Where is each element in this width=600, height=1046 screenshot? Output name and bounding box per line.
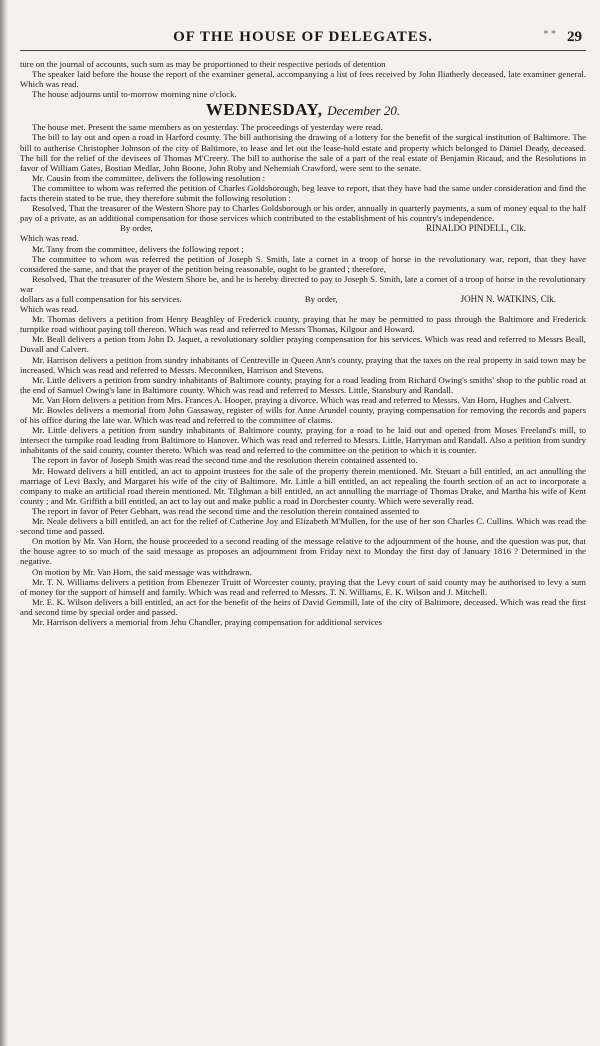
date-month-day: December 20. (327, 103, 401, 119)
date-heading (20, 100, 586, 121)
date-day: WEDNESDAY, (205, 100, 323, 120)
page-header (20, 28, 586, 51)
paragraph: Mr. Harrison delivers a memorial from Jehu Chandler, praying compensation for additional services (32, 616, 383, 627)
paragraph: Mr. Tany from the committee, delivers the following report ; (32, 243, 244, 254)
paragraph: On motion by Mr. Van Horn, the said message was withdrawn. (32, 566, 252, 577)
paragraph: Mr. Beall delivers a petion from John D. Jaquet, a revolutionary soldier praying compensation for his services. Which was read and referred to Messrs Beall, Duvall and Calvert. (20, 334, 586, 355)
paragraph: Mr. Van Horn delivers a petition from Mrs. Frances A. Hooper, praying a divorce. Which was read and referred to Messrs. Van Horn, Hughes and Calvert. (32, 394, 572, 405)
which-was-read: Which was read. (20, 233, 79, 244)
paragraph: ture on the journal of accounts, such sum as may be proportioned to their respective periods of detention (20, 59, 386, 69)
paragraph: Mr. Neale delivers a bill entitled, an act for the relief of Catherine Joy and Elizabeth M'Mullen, for the use of her son Charles C. Cullins. Which was read the second time and passed. (20, 516, 586, 537)
paragraph: The committee to whom was referred the petition of Joseph S. Smith, late a cornet in a troop of horse in the revolutionary war, report, that they have considered the same, and that the prayer of the petition being reasonable, ought to be granted ; therefore, (20, 253, 586, 274)
corner-mark: * * (543, 29, 556, 40)
paragraph: Mr. T. N. Williams delivers a petition from Ebenezer Truitt of Worcester county, praying that the Levy court of said county may be authorised to levy a sum of money for the support of himself and family. Which was read and referred to Messrs. T. N. Williams, E. K. Wilson and J. Mitchell. (20, 576, 586, 597)
clerk-name: RINALDO PINDELL, Clk. (426, 223, 526, 234)
paragraph: Mr. Bowles delivers a memorial from John Gassaway, register of wills for Anne Arundel county, praying compensation for removing the records and papers of his office during the late war. Which was read and referred to the committee of claims. (20, 405, 586, 426)
paragraph: On motion by Mr. Van Horn, the house proceeded to a second reading of the message relative to the adjournment of the house, and the question was put, that the house agree to so much of the said message as proposes an adjournment from Friday next to Monday the first day of January 1816 ? Determined in the negative. (20, 536, 586, 567)
which-was-read: Which was read. (20, 304, 79, 315)
signature-text: dollars as a full compensation for his services. (20, 293, 182, 304)
paragraph: Mr. Howard delivers a bill entitled, an act to appoint trustees for the sale of the property therein mentioned. Mr. Steuart a bill entitled, an act annulling the marriage of Levi Baxly, and Margaret his wife of the city of Baltimore. Mr. Little a bill entitled, an act repealing the fourth section of an act to incorporate a company to make an artificial road therein mentioned. Mr. Tilghman a bill entitled, an act annulling the marriage of Thomas Drake, and Martha his wife of Kent county ; and Mr. Griffith a bill entitled, an act to lay out and make public a road in Dorchester county. Which were severally read. (20, 465, 586, 506)
clerk-name: JOHN N. WATKINS, Clk. (460, 293, 556, 304)
paragraph: Mr. Causin from the committee, delivers the following resolution : (32, 172, 266, 183)
paragraph: The bill to lay out and open a road in Harford county. The bill authorising the drawing of a lottery for the benefit of the surgical institution of Baltimore. The bill to autherise Christopher Johnson of the city of Baltimore, to lease and let out the lease-hold estate and property which belonged to Daniel Deady, deceased. The bill for the relief of the devisees of Thomas M'Creery. The bill to authorise the sale of a part of the real estate of Benjamin Ricaud, and the Resolutions in favor of William Gates, Bostian Medlar, John Boone, John Roby and Nehemiah Crawford, were sent to the senate. (20, 132, 586, 173)
by-order-text: By order, (120, 223, 153, 234)
paragraph: The house adjourns until to-morrow morning nine o'clock. (32, 89, 237, 100)
signature-block (20, 223, 586, 233)
paragraph: The speaker laid before the house the report of the examiner general, accompanying a list of fees received by John Iliatherly deceased, late examiner general. Which was read. (20, 69, 586, 90)
paragraph: Mr. Little delivers a petition from sundry inhabitants of Baltimore county, praying for a road leading from Richard Owing's smiths' shop to the public road at the end of Samuel Owing's lane in Baltimore county. Which was read and referred to Messrs. Little, Stansbury and Randall. (20, 374, 586, 395)
paragraph: Resolved, That the treasurer of the Western Shore pay to Charles Goldsborough or his order, annually in quarterly payments, a sum of money equal to the half pay of a private, as an additional compensation for those services which contributed to the establishment of his country's independence. (20, 203, 586, 224)
paragraph: Mr. Thomas delivers a petition from Henry Beaghley of Frederick county, praying that he may be permitted to pass through the Baltimore and Frederick turnpike road without paying toll thereon. Which was read and referred to Messrs Thomas, Kilgour and Howard. (20, 314, 586, 335)
page-number: 29 (567, 29, 582, 45)
signature-block (20, 294, 586, 304)
paragraph: Mr. Harrison delivers a petition from sundry inhabitants of Centreville in Queen Ann's county, praying that the taxes on the real property in said town may be increased. Which was read and referred to Messrs. Meconniken, Harrison and Stevens. (20, 354, 586, 375)
paragraph: The report in favor of Joseph Smith was read the second time and the resolution therein contained assented to. (32, 455, 418, 466)
by-order-text: By order, (304, 293, 338, 304)
paragraph: The report in favor of Peter Gebhart, was read the second time and the resolution therein contained assented to (32, 505, 420, 516)
paragraph: The committee to whom was referred the petition of Charles Goldsborough, beg leave to report, that they have had the same under consideration and find the facts therein stated to be true, they therefore submit the following resolution : (20, 182, 586, 204)
paragraph: Resolved, That the treasurer of the Western Shore be, and he is hereby directed to pay to Joseph S. Smith, late a cornet of a troop of horse in the revolutionary war (20, 273, 586, 294)
page-title: OF THE HOUSE OF DELEGATES. (173, 29, 433, 45)
paragraph: Mr. E. K. Wilson delivers a bill entitled, an act for the benefit of the heirs of David Gemmill, late of the city of Baltimore, deceased. Which was read the first and second time by special order and passed. (20, 596, 586, 617)
paragraph: The house met. Present the same members as on yesterday. The proceedings of yesterday were read. (32, 122, 383, 133)
paragraph: Mr. Little delivers a petition from sundry inhabitants of Baltimore county, praying for a road to be laid out and opened from Moses Freeland's mill, to intersect the turnpike road leading from Baltimore to Hanover. Which was read and referred to Messrs. Little, Harryman and Randall. Also a petition from sundry inhabitants of the said county, counter thereto. Which was read and referred to the committee on the petition to which it is counter. (20, 425, 586, 456)
